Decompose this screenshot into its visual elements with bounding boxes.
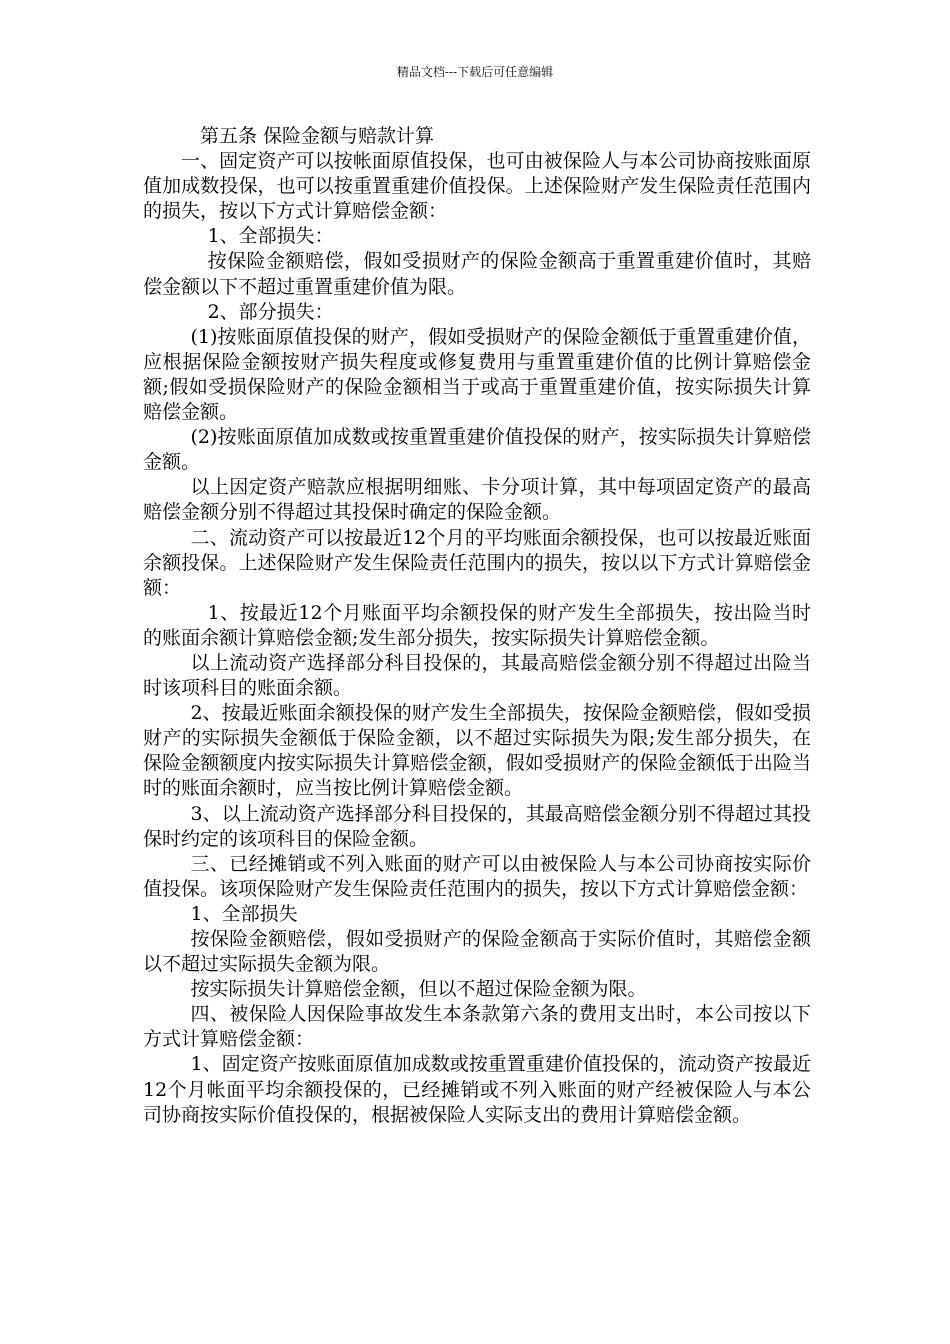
paragraph: 按保险金额赔偿，假如受损财产的保险金额高于重置重建价值时，其赔偿金额以下不超过重置重建价值为限。: [143, 250, 811, 298]
paragraph: 按保险金额赔偿，假如受损财产的保险金额高于实际价值时，其赔偿金额以不超过实际损失金额为限。: [143, 928, 811, 976]
paragraph: (2)按账面原值加成数或按重置重建价值投保的财产，按实际损失计算赔偿金额。: [143, 426, 811, 474]
paragraph: 2、按最近账面余额投保的财产发生全部损失，按保险金额赔偿，假如受损财产的实际损失金额低于保险金额，以不超过实际损失为限;发生部分损失，在保险金额额度内按实际损失计算赔偿金额，假如受损财产的保险金额低于出险当时的账面余额时，应当按比例计算赔偿金额。: [143, 702, 811, 800]
paragraph: 2、部分损失：: [207, 300, 334, 323]
paragraph: 1、全部损失: [190, 902, 298, 925]
paragraph: 以上流动资产选择部分科目投保的，其最高赔偿金额分别不得超过出险当时该项科目的账面余额。: [143, 651, 811, 700]
paragraph: 四、被保险人因保险事故发生本条款第六条的费用支出时，本公司按以下方式计算赔偿金额：: [143, 1003, 811, 1051]
paragraph: 按实际损失计算赔偿金额，但以不超过保险金额为限。: [190, 978, 647, 1001]
paragraph: 三、已经摊销或不列入账面的财产可以由被保险人与本公司协商按实际价值投保。该项保险财产发生保险责任范围内的损失，按以下方式计算赔偿金额：: [143, 852, 811, 900]
page-header: 精品文档---下载后可任意编辑: [396, 65, 554, 79]
paragraph: 1、固定资产按账面原值加成数或按重置重建价值投保的，流动资产按最近12个月帐面平均余额投保的，已经摊销或不列入账面的财产经被保险人与本公司协商按实际价值投保的，根据被保险人实际支出的费用计算赔偿金额。: [143, 1053, 811, 1126]
paragraph: 3、以上流动资产选择部分科目投保的，其最高赔偿金额分别不得超过其投保时约定的该项科目的保险金额。: [143, 802, 811, 850]
paragraph: 1、按最近12个月账面平均余额投保的财产发生全部损失，按出险当时的账面余额计算赔偿金额;发生部分损失，按实际损失计算赔偿金额。: [143, 601, 811, 649]
paragraph: 1、全部损失：: [207, 225, 334, 248]
paragraph: 二、流动资产可以按最近12个月的平均账面余额投保，也可以按最近账面余额投保。上述保险财产发生保险责任范围内的损失，按以以下方式计算赔偿金额：: [143, 526, 811, 599]
paragraph: 一、固定资产可以按帐面原值投保，也可由被保险人与本公司协商按账面原值加成数投保，也可以按重置重建价值投保。上述保险财产发生保险责任范围内的损失，按以下方式计算赔偿金额：: [143, 150, 811, 223]
section-title: 第五条 保险金额与赔款计算: [200, 125, 435, 147]
paragraph: 以上因定资产赔款应根据明细账、卡分项计算，其中每项固定资产的最高赔偿金额分别不得超过其投保时确定的保险金额。: [143, 476, 811, 524]
document-body: [143, 124, 811, 1128]
paragraph: (1)按账面原值投保的财产，假如受损财产的保险金额低于重置重建价值，应根据保险金额按财产损失程度或修复费用与重置重建价值的比例计算赔偿金额;假如受损保险财产的保险金额相当于或高于重置重建价值，按实际损失计算赔偿金额。: [143, 325, 811, 424]
